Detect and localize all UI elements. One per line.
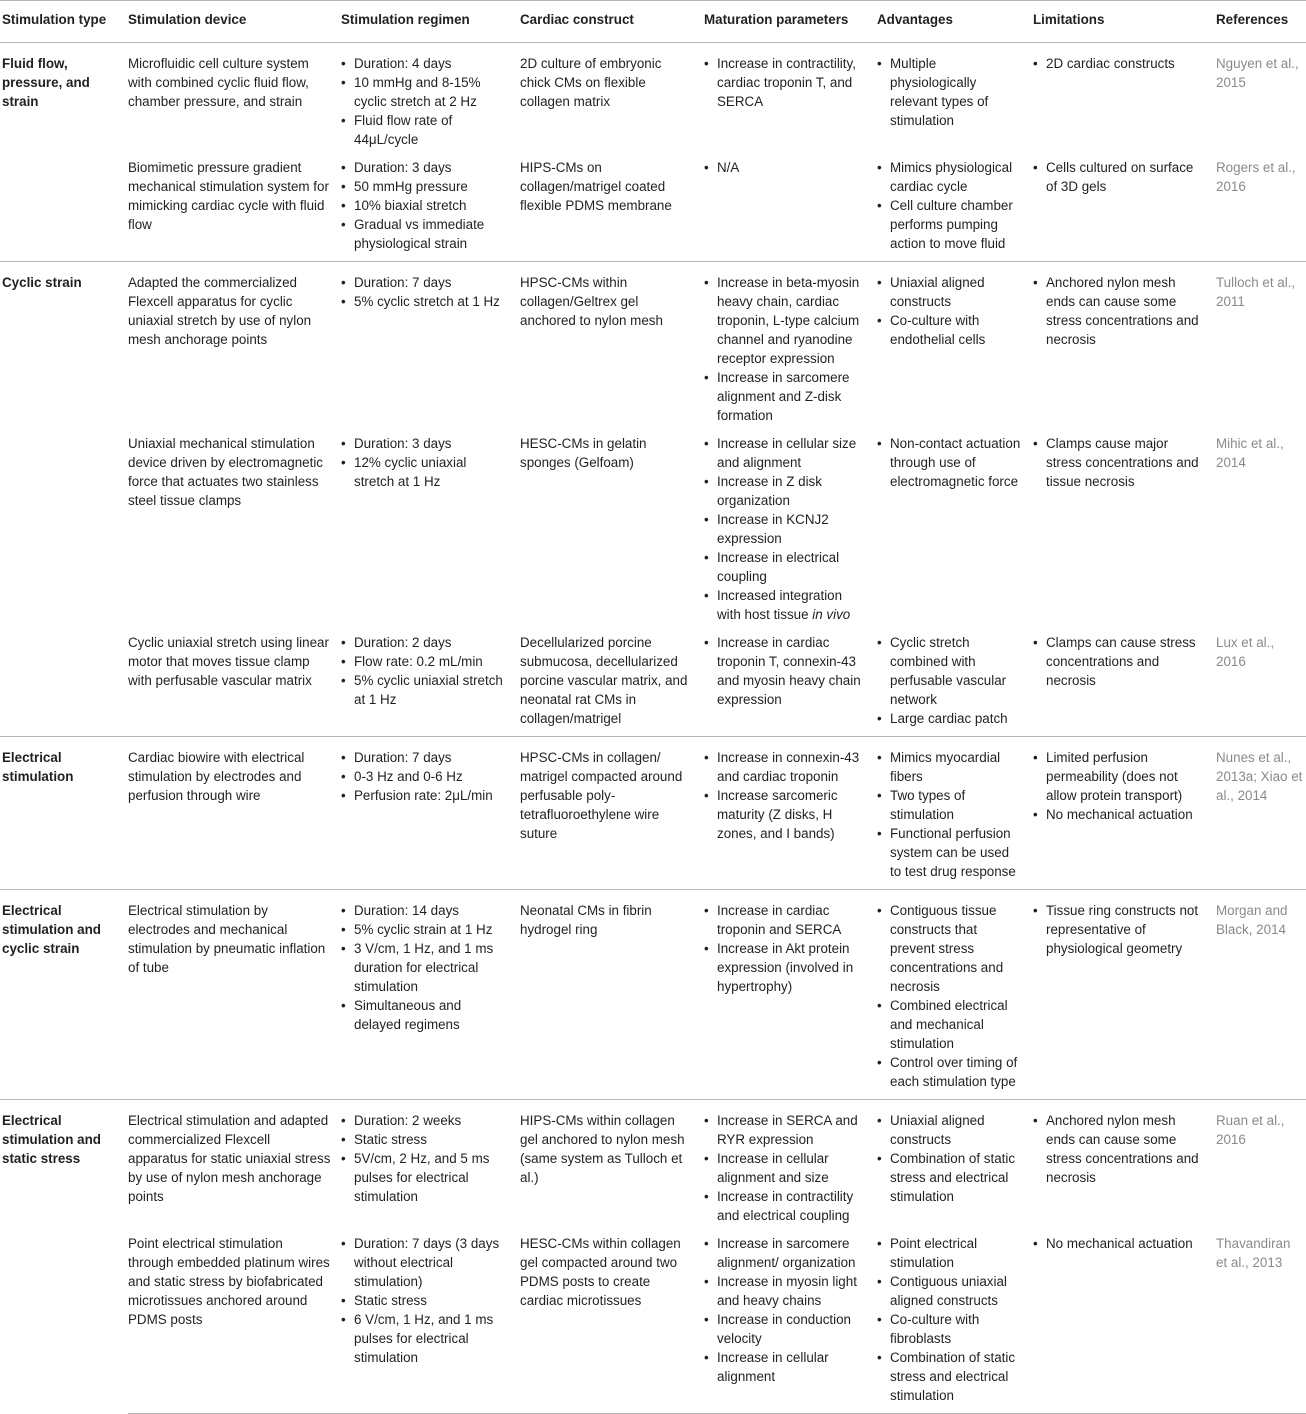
list-item: • Increase in cellular size and alignment	[704, 434, 867, 472]
list-item: • Cell culture chamber performs pumping action to move fluid	[877, 196, 1023, 253]
stimulation-regimen-cell	[341, 1100, 520, 1226]
stimulation-device-cell	[128, 262, 341, 426]
cardiac-construct-cell	[520, 43, 704, 150]
stimulation-type-label: Electrical stimulation	[2, 750, 74, 784]
bullet-list	[704, 633, 867, 709]
bullet-list	[1033, 434, 1206, 491]
list-item: • Duration: 7 days (3 days without electrical stimulation)	[341, 1234, 510, 1291]
stimulation-device-cell	[128, 149, 341, 262]
stimulation-device-cell	[128, 1225, 341, 1414]
stimulation-type-label: Electrical stimulation and cyclic strain	[2, 903, 101, 956]
reference-text: Ruan et al., 2016	[1216, 1113, 1285, 1147]
list-item: • Increase in Z disk organization	[704, 472, 867, 510]
bullet-list	[877, 1234, 1023, 1405]
cell-text: Electrical stimulation and adapted commercialized Flexcell apparatus for static uniaxial stress by use of nylon mesh anchorage points	[128, 1113, 331, 1204]
stimulation-regimen-cell	[341, 890, 520, 1100]
list-item: • 5% cyclic uniaxial stretch at 1 Hz	[341, 671, 510, 709]
advantages-cell	[877, 262, 1033, 426]
header-row	[0, 1, 1306, 43]
cell-text: HPSC-CMs in collagen/ matrigel compacted around perfusable poly-tetrafluoroethylene wire suture	[520, 750, 683, 841]
stimulation-device-cell	[128, 890, 341, 1100]
bullet-list	[877, 273, 1023, 349]
list-item: • Two types of stimulation	[877, 786, 1023, 824]
reference-cell	[1216, 1225, 1306, 1414]
bullet-list	[1033, 1111, 1206, 1187]
bullet-list	[1033, 158, 1206, 196]
cell-text: HIPS-CMs on collagen/matrigel coated flexible PDMS membrane	[520, 160, 672, 213]
bullet-list	[1033, 748, 1206, 824]
advantages-cell	[877, 1225, 1033, 1414]
list-item: • Increase in SERCA and RYR expression	[704, 1111, 867, 1149]
bullet-list	[341, 434, 510, 491]
advantages-cell	[877, 624, 1033, 737]
limitations-cell	[1033, 1100, 1216, 1226]
cell-text: Electrical stimulation by electrodes and mechanical stimulation by pneumatic inflation of tube	[128, 903, 326, 975]
stimulation-regimen-cell	[341, 624, 520, 737]
list-item: • 50 mmHg pressure	[341, 177, 510, 196]
list-item: • Duration: 7 days	[341, 748, 510, 767]
reference-text: Nguyen et al., 2015	[1216, 56, 1299, 90]
list-item: • Point electrical stimulation	[877, 1234, 1023, 1272]
list-item: • Co-culture with fibroblasts	[877, 1310, 1023, 1348]
reference-text: Morgan and Black, 2014	[1216, 903, 1288, 937]
stimulation-type-cell	[0, 737, 128, 890]
header-references: References	[1216, 1, 1306, 43]
cell-text: Biomimetic pressure gradient mechanical stimulation system for mimicking cardiac cycle with fluid flow	[128, 160, 329, 232]
bullet-list	[877, 633, 1023, 728]
bullet-list	[704, 158, 867, 177]
cell-text: Adapted the commercialized Flexcell apparatus for cyclic uniaxial stretch by use of nylon mesh anchorage points	[128, 275, 312, 347]
list-item: • 12% cyclic uniaxial stretch at 1 Hz	[341, 453, 510, 491]
maturation-parameters-cell	[704, 737, 877, 890]
list-item: • Duration: 14 days	[341, 901, 510, 920]
list-item: • Increase in sarcomere alignment/ organization	[704, 1234, 867, 1272]
list-item: • Increase in KCNJ2 expression	[704, 510, 867, 548]
header-stimulation-type: Stimulation type	[0, 1, 128, 43]
cardiac-construct-cell	[520, 624, 704, 737]
table-row	[0, 890, 1306, 1100]
advantages-cell	[877, 1100, 1033, 1226]
stimulation-device-cell	[128, 425, 341, 624]
reference-text: Nunes et al., 2013a; Xiao et al., 2014	[1216, 750, 1303, 803]
stimulation-regimen-cell	[341, 43, 520, 150]
bullet-list	[1033, 633, 1206, 690]
stimulation-type-cell	[0, 262, 128, 737]
cell-text: HPSC-CMs within collagen/Geltrex gel anchored to nylon mesh	[520, 275, 663, 328]
list-item: • Combined electrical and mechanical stimulation	[877, 996, 1023, 1053]
list-item: • 6 V/cm, 1 Hz, and 1 ms pulses for electrical stimulation	[341, 1310, 510, 1367]
reference-text: Rogers et al., 2016	[1216, 160, 1296, 194]
bullet-list	[1033, 1234, 1206, 1253]
bullet-list	[877, 748, 1023, 881]
cardiac-construct-cell	[520, 262, 704, 426]
cell-text: Microfluidic cell culture system with combined cyclic fluid flow, chamber pressure, and strain	[128, 56, 309, 109]
list-item: • Duration: 2 days	[341, 633, 510, 652]
cell-text: Uniaxial mechanical stimulation device driven by electromagnetic force that actuates two stainless steel tissue clamps	[128, 436, 324, 508]
list-item: • Cyclic stretch combined with perfusable vascular network	[877, 633, 1023, 709]
header-cardiac-construct: Cardiac construct	[520, 1, 704, 43]
list-item: • Increase in cellular alignment	[704, 1348, 867, 1386]
list-item: • N/A	[704, 158, 867, 177]
reference-text: Tulloch et al., 2011	[1216, 275, 1296, 309]
reference-cell	[1216, 737, 1306, 890]
limitations-cell	[1033, 149, 1216, 262]
list-item: • Clamps cause major stress concentrations and tissue necrosis	[1033, 434, 1206, 491]
table-row	[0, 624, 1306, 737]
list-item: • Duration: 3 days	[341, 158, 510, 177]
stimulation-type-cell	[0, 1100, 128, 1414]
list-item: • Uniaxial aligned constructs	[877, 273, 1023, 311]
table-row	[0, 149, 1306, 262]
table-body	[0, 43, 1306, 1414]
bullet-list	[877, 158, 1023, 253]
list-item: • Limited perfusion permeability (does not allow protein transport)	[1033, 748, 1206, 805]
bullet-list	[1033, 901, 1206, 958]
list-item: • Clamps can cause stress concentrations and necrosis	[1033, 633, 1206, 690]
bullet-list	[704, 748, 867, 843]
bullet-list	[341, 54, 510, 149]
stimulation-type-label: Fluid flow, pressure, and strain	[2, 56, 90, 109]
advantages-cell	[877, 43, 1033, 150]
list-item: • Static stress	[341, 1291, 510, 1310]
reference-cell	[1216, 1100, 1306, 1226]
list-item: • Increase in cardiac troponin and SERCA	[704, 901, 867, 939]
list-item: • Increase in connexin-43 and cardiac troponin	[704, 748, 867, 786]
cell-text: HIPS-CMs within collagen gel anchored to nylon mesh (same system as Tulloch et al.)	[520, 1113, 685, 1185]
advantages-cell	[877, 737, 1033, 890]
list-item: • Functional perfusion system can be used to test drug response	[877, 824, 1023, 881]
table-row	[0, 1225, 1306, 1414]
cardiac-construct-cell	[520, 425, 704, 624]
bullet-list	[704, 54, 867, 111]
list-item: • 2D cardiac constructs	[1033, 54, 1206, 73]
list-item: • Gradual vs immediate physiological strain	[341, 215, 510, 253]
bullet-list	[341, 273, 510, 311]
list-item: • 3 V/cm, 1 Hz, and 1 ms duration for electrical stimulation	[341, 939, 510, 996]
bullet-list	[704, 434, 867, 624]
reference-text: Mihic et al., 2014	[1216, 436, 1284, 470]
list-item: • Control over timing of each stimulation type	[877, 1053, 1023, 1091]
stimulation-regimen-cell	[341, 149, 520, 262]
list-item: • Mimics myocardial fibers	[877, 748, 1023, 786]
cell-text: Decellularized porcine submucosa, decellularized porcine vascular matrix, and neonatal rat CMs in collagen/matrigel	[520, 635, 688, 726]
list-item: • Multiple physiologically relevant types of stimulation	[877, 54, 1023, 130]
cell-text: 2D culture of embryonic chick CMs on flexible collagen matrix	[520, 56, 662, 109]
limitations-cell	[1033, 43, 1216, 150]
list-item: • Non-contact actuation through use of electromagnetic force	[877, 434, 1023, 491]
bullet-list	[704, 1111, 867, 1225]
list-item: • Increase sarcomeric maturity (Z disks, H zones, and I bands)	[704, 786, 867, 843]
list-item: • Fluid flow rate of 44μL/cycle	[341, 111, 510, 149]
limitations-cell	[1033, 737, 1216, 890]
list-item: • Increase in conduction velocity	[704, 1310, 867, 1348]
maturation-parameters-cell	[704, 425, 877, 624]
header-advantages: Advantages	[877, 1, 1033, 43]
list-item: • Increased integration with host tissue in vivo	[704, 586, 867, 624]
cardiac-construct-cell	[520, 1100, 704, 1226]
bullet-list	[877, 901, 1023, 1091]
header-limitations: Limitations	[1033, 1, 1216, 43]
stimulation-regimen-cell	[341, 262, 520, 426]
list-item: • Combination of static stress and electrical stimulation	[877, 1149, 1023, 1206]
limitations-cell	[1033, 624, 1216, 737]
stimulation-device-cell	[128, 624, 341, 737]
list-item: • Increase in cellular alignment and size	[704, 1149, 867, 1187]
list-item: • 5% cyclic stretch at 1 Hz	[341, 292, 510, 311]
stimulation-device-cell	[128, 43, 341, 150]
list-item: • Increase in sarcomere alignment and Z-disk formation	[704, 368, 867, 425]
list-item: • Increase in contractility and electrical coupling	[704, 1187, 867, 1225]
list-item: • Anchored nylon mesh ends can cause some stress concentrations and necrosis	[1033, 273, 1206, 349]
bullet-list	[341, 633, 510, 709]
cardiac-construct-cell	[520, 737, 704, 890]
bullet-list	[341, 748, 510, 805]
list-item: • Increase in electrical coupling	[704, 548, 867, 586]
cell-text: HESC-CMs within collagen gel compacted around two PDMS posts to create cardiac microtissues	[520, 1236, 681, 1308]
list-item: • Contiguous tissue constructs that prevent stress concentrations and necrosis	[877, 901, 1023, 996]
list-item: • Duration: 2 weeks	[341, 1111, 510, 1130]
list-item: • Uniaxial aligned constructs	[877, 1111, 1023, 1149]
reference-text: Thavandiran et al., 2013	[1216, 1236, 1291, 1270]
table-row	[0, 737, 1306, 890]
table-row	[0, 43, 1306, 150]
list-item: • Tissue ring constructs not representative of physiological geometry	[1033, 901, 1206, 958]
list-item: • 5V/cm, 2 Hz, and 5 ms pulses for electrical stimulation	[341, 1149, 510, 1206]
cell-text: Cyclic uniaxial stretch using linear motor that moves tissue clamp with perfusable vascular matrix	[128, 635, 329, 688]
list-item: • Mimics physiological cardiac cycle	[877, 158, 1023, 196]
list-item: • Flow rate: 0.2 mL/min	[341, 652, 510, 671]
header-stimulation-regimen: Stimulation regimen	[341, 1, 520, 43]
reference-cell	[1216, 149, 1306, 262]
limitations-cell	[1033, 890, 1216, 1100]
list-item: • Increase in cardiac troponin T, connexin-43 and myosin heavy chain expression	[704, 633, 867, 709]
table-row	[0, 1100, 1306, 1226]
limitations-cell	[1033, 425, 1216, 624]
limitations-cell	[1033, 262, 1216, 426]
list-item: • Co-culture with endothelial cells	[877, 311, 1023, 349]
list-item: • Large cardiac patch	[877, 709, 1023, 728]
list-item: • Contiguous uniaxial aligned constructs	[877, 1272, 1023, 1310]
list-item: • Static stress	[341, 1130, 510, 1149]
list-item: • Simultaneous and delayed regimens	[341, 996, 510, 1034]
reference-cell	[1216, 425, 1306, 624]
maturation-parameters-cell	[704, 890, 877, 1100]
maturation-parameters-cell	[704, 43, 877, 150]
cardiac-construct-cell	[520, 149, 704, 262]
reference-cell	[1216, 262, 1306, 426]
list-item: • 10% biaxial stretch	[341, 196, 510, 215]
stimulation-regimen-cell	[341, 425, 520, 624]
stimulation-type-cell	[0, 890, 128, 1100]
list-item: • Duration: 3 days	[341, 434, 510, 453]
stimulation-device-cell	[128, 737, 341, 890]
list-item: • 0-3 Hz and 0-6 Hz	[341, 767, 510, 786]
header-stimulation-device: Stimulation device	[128, 1, 341, 43]
list-item: • Combination of static stress and electrical stimulation	[877, 1348, 1023, 1405]
bullet-list	[704, 901, 867, 996]
reference-text: Lux et al., 2016	[1216, 635, 1275, 669]
list-item: • Increase in Akt protein expression (involved in hypertrophy)	[704, 939, 867, 996]
maturation-parameters-cell	[704, 1100, 877, 1226]
bullet-list	[341, 901, 510, 1034]
bullet-list	[704, 1234, 867, 1386]
table-row	[0, 425, 1306, 624]
list-item: • Increase in myosin light and heavy chains	[704, 1272, 867, 1310]
cardiac-construct-cell	[520, 890, 704, 1100]
list-item: • 10 mmHg and 8-15% cyclic stretch at 2 Hz	[341, 73, 510, 111]
cell-text: Cardiac biowire with electrical stimulation by electrodes and perfusion through wire	[128, 750, 305, 803]
advantages-cell	[877, 149, 1033, 262]
list-item: • No mechanical actuation	[1033, 1234, 1206, 1253]
table-row	[0, 262, 1306, 426]
header-maturation-parameters: Maturation parameters	[704, 1, 877, 43]
bullet-list	[1033, 54, 1206, 73]
bullet-list	[877, 434, 1023, 491]
list-item: • 5% cyclic strain at 1 Hz	[341, 920, 510, 939]
cell-text: HESC-CMs in gelatin sponges (Gelfoam)	[520, 436, 647, 470]
cell-text: Neonatal CMs in fibrin hydrogel ring	[520, 903, 652, 937]
list-item: • Duration: 4 days	[341, 54, 510, 73]
stimulation-type-cell	[0, 43, 128, 262]
reference-cell	[1216, 624, 1306, 737]
maturation-parameters-cell	[704, 624, 877, 737]
list-item: • Increase in contractility, cardiac troponin T, and SERCA	[704, 54, 867, 111]
list-item: • No mechanical actuation	[1033, 805, 1206, 824]
stimulation-type-label: Cyclic strain	[2, 275, 82, 290]
bullet-list	[341, 158, 510, 253]
advantages-cell	[877, 425, 1033, 624]
stimulation-type-label: Electrical stimulation and static stress	[2, 1113, 101, 1166]
maturation-parameters-cell	[704, 149, 877, 262]
list-item: • Cells cultured on surface of 3D gels	[1033, 158, 1206, 196]
bullet-list	[1033, 273, 1206, 349]
bullet-list	[704, 273, 867, 425]
list-item: • Increase in beta-myosin heavy chain, cardiac troponin, L-type calcium channel and ryanodine receptor expression	[704, 273, 867, 368]
limitations-cell	[1033, 1225, 1216, 1414]
cell-text: Point electrical stimulation through embedded platinum wires and static stress by biofabricated microtissues anchored around PDMS posts	[128, 1236, 330, 1327]
reference-cell	[1216, 43, 1306, 150]
advantages-cell	[877, 890, 1033, 1100]
list-item: • Perfusion rate: 2μL/min	[341, 786, 510, 805]
list-item: • Anchored nylon mesh ends can cause some stress concentrations and necrosis	[1033, 1111, 1206, 1187]
stimulation-device-cell	[128, 1100, 341, 1226]
bullet-list	[341, 1234, 510, 1367]
maturation-parameters-cell	[704, 1225, 877, 1414]
list-item: • Duration: 7 days	[341, 273, 510, 292]
bullet-list	[341, 1111, 510, 1206]
stimulation-regimen-cell	[341, 737, 520, 890]
bullet-list	[877, 54, 1023, 130]
bullet-list	[877, 1111, 1023, 1206]
cardiac-construct-cell	[520, 1225, 704, 1414]
stimulation-regimen-cell	[341, 1225, 520, 1414]
reference-cell	[1216, 890, 1306, 1100]
maturation-parameters-cell	[704, 262, 877, 426]
